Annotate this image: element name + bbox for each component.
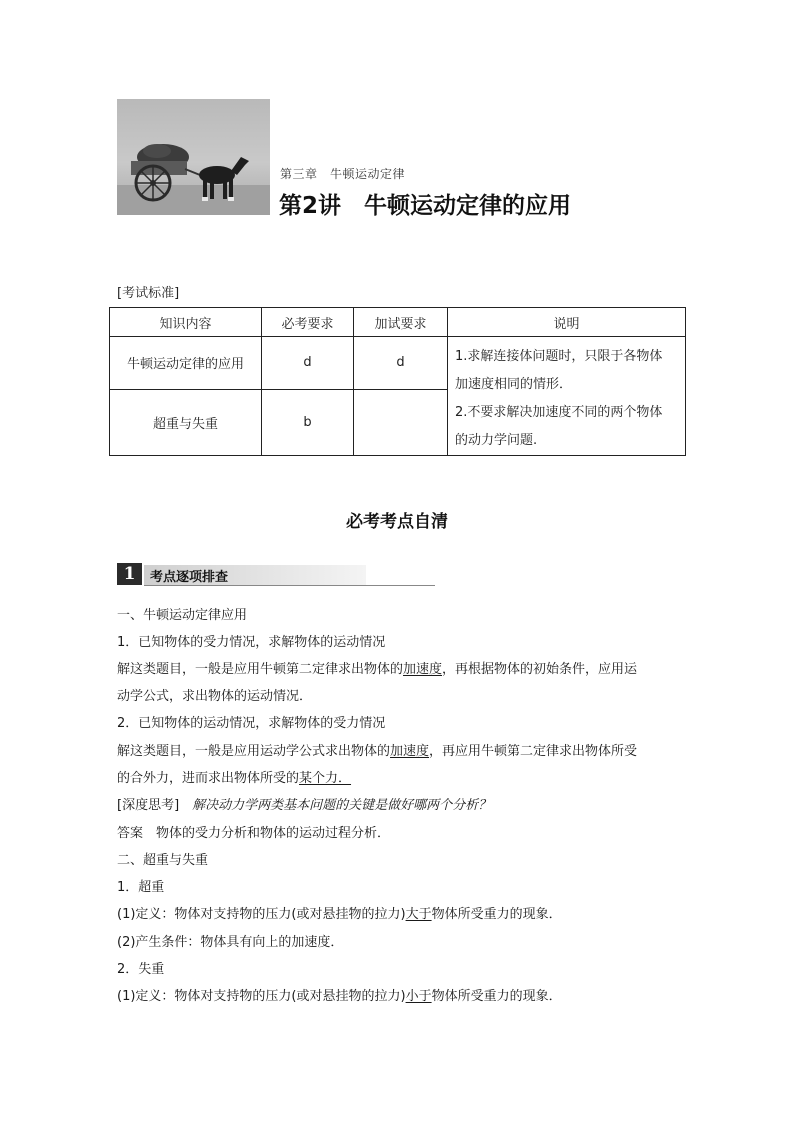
text-span: (1)定义：物体对支持物的压力(或对悬挂物的拉力) [117, 989, 406, 1004]
paragraph-line [117, 770, 351, 788]
paragraph-line [117, 661, 637, 679]
horse-cart-illustration [117, 99, 270, 215]
column-header: 说明 [448, 308, 686, 337]
note-line: 2.不要求解决加速度不同的两个物体 [455, 405, 663, 420]
extra-level-cell [354, 389, 448, 455]
banner-underline [144, 585, 435, 586]
deep-thinking-label: [深度思考] [117, 798, 193, 813]
underlined-term: 小于 [405, 989, 432, 1004]
note-line: 1.求解连接体问题时，只限于各物体 [455, 349, 663, 364]
text-span: ，再根据物体的初始条件，应用运 [442, 662, 638, 677]
underlined-term: 加速度 [390, 744, 430, 759]
text-span: 解这类题目，一般是应用牛顿第二定律求出物体的 [117, 662, 404, 677]
note-line: 加速度相同的情形． [455, 377, 573, 392]
text-span: ，再应用牛顿第二定律求出物体所受 [429, 744, 638, 759]
exam-standard-label: [考试标准] [117, 286, 180, 301]
extra-level-cell: d [354, 337, 448, 390]
text-span: 解这类题目，一般是应用运动学公式求出物体的 [117, 744, 391, 759]
paragraph-line: 动学公式，求出物体的运动情况． [117, 689, 313, 704]
topic-cell: 牛顿运动定律的应用 [110, 337, 262, 390]
section-heading: 必考考点自清 [346, 512, 448, 532]
subheading-weightless: 2．失重 [117, 962, 165, 977]
table-header-row [110, 308, 686, 337]
exam-standard-table [109, 307, 686, 456]
column-header: 知识内容 [110, 308, 262, 337]
text-span: (1)定义：物体对支持物的压力(或对悬挂物的拉力) [117, 907, 406, 922]
column-header: 必考要求 [262, 308, 354, 337]
subheading-force-to-motion: 1．已知物体的受力情况，求解物体的运动情况 [117, 635, 386, 650]
note-line: 的动力学问题. [455, 433, 538, 448]
topic-cell: 超重与失重 [110, 389, 262, 455]
underlined-term: 加速度 [403, 662, 443, 677]
horse-cart-image [117, 99, 270, 215]
paragraph-line [117, 988, 562, 1006]
underlined-term: 大于 [405, 907, 432, 922]
underlined-term: 某个力． [299, 771, 352, 786]
answer-line: 答案 物体的受力分析和物体的运动过程分析． [117, 826, 391, 841]
required-level-cell: d [262, 337, 354, 390]
heading-newton-application: 一、牛顿运动定律应用 [117, 608, 248, 623]
paragraph-line [117, 906, 562, 924]
section-banner [117, 563, 435, 587]
lecture-title: 第2讲 牛顿运动定律的应用 [279, 193, 572, 219]
paragraph-line [117, 743, 637, 761]
subheading-motion-to-force: 2．已知物体的运动情况，求解物体的受力情况 [117, 716, 386, 731]
banner-title: 考点逐项排查 [150, 570, 229, 585]
required-level-cell: b [262, 389, 354, 455]
banner-number: 1 [117, 563, 142, 585]
table-row [110, 337, 686, 390]
notes-cell [448, 337, 686, 456]
chapter-label: 第三章 牛顿运动定律 [280, 167, 406, 181]
deep-thinking-question [117, 797, 491, 815]
text-span: 的合外力，进而求出物体所受的 [117, 771, 300, 786]
column-header: 加试要求 [354, 308, 448, 337]
question-text: 解决动力学两类基本问题的关键是做好哪两个分析？ [192, 798, 492, 813]
paragraph-line: (2)产生条件：物体具有向上的加速度． [117, 935, 344, 950]
text-span: 物体所受重力的现象． [431, 989, 562, 1004]
heading-overweight-weightless: 二、超重与失重 [117, 853, 209, 868]
subheading-overweight: 1．超重 [117, 880, 165, 895]
text-span: 物体所受重力的现象． [431, 907, 562, 922]
